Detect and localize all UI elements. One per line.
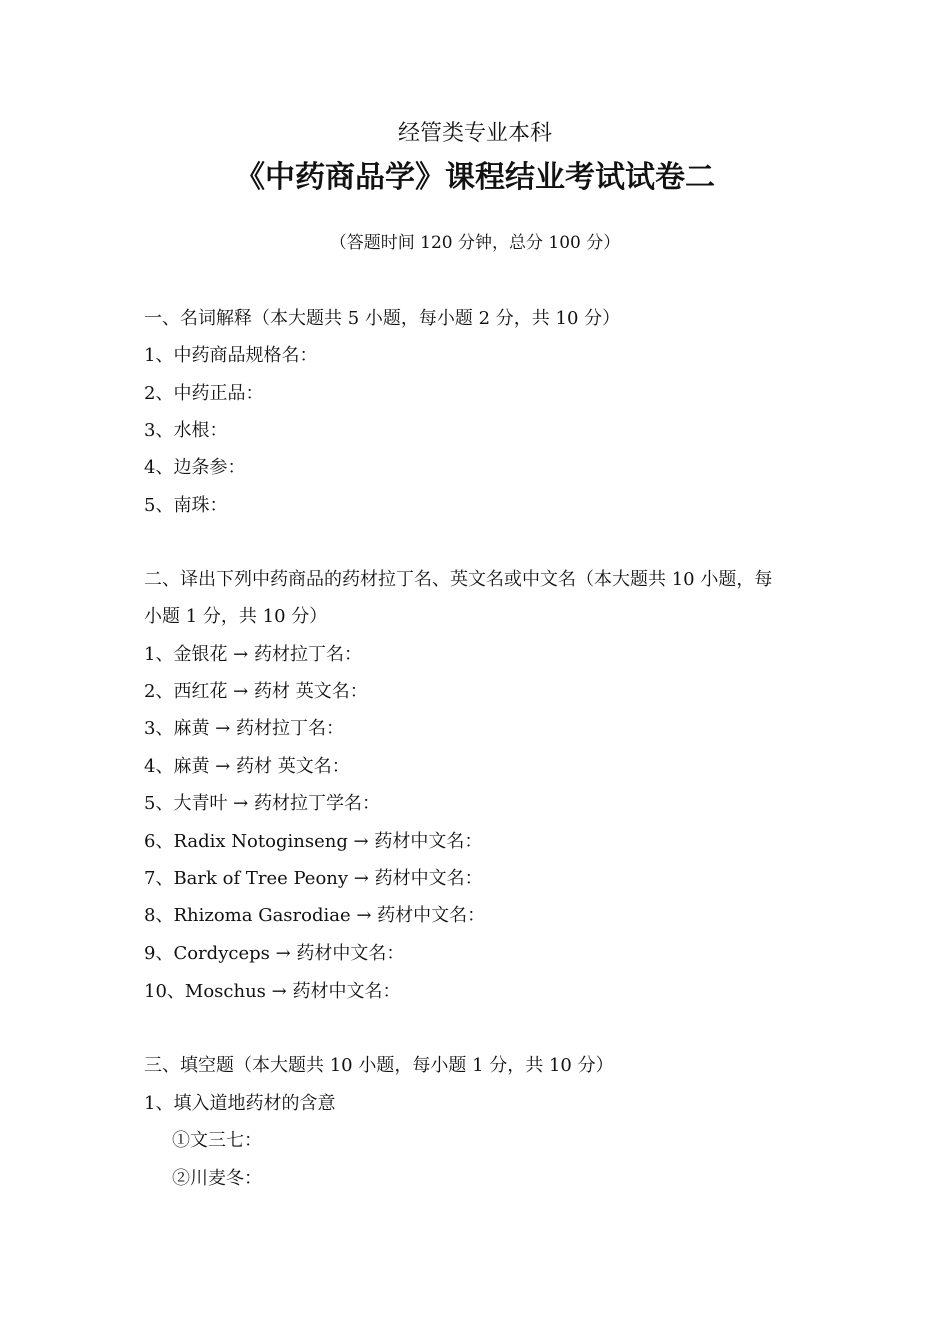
section1-heading: 一、名词解释（本大题共 5 小题，每小题 2 分，共 10 分） <box>144 308 621 329</box>
section1-item: 4、边条参： <box>144 457 246 478</box>
section2-item: 3、麻黄 → 药材拉丁名： <box>144 718 344 739</box>
section2-item: 1、金银花 → 药材拉丁名： <box>144 644 362 665</box>
section2-item: 4、麻黄 → 药材 英文名： <box>144 756 350 777</box>
section2-item: 7、Bark of Tree Peony → 药材中文名： <box>144 868 483 889</box>
section2-item: 2、西红花 → 药材 英文名： <box>144 681 368 702</box>
section1-item: 2、中药正品： <box>144 383 264 404</box>
section2-item: 5、大青叶 → 药材拉丁学名： <box>144 793 380 814</box>
section2-heading: 二、译出下列中药商品的药材拉丁名、英文名或中文名（本大题共 10 小题，每 <box>144 569 773 590</box>
section3-item: 1、填入道地药材的含意 <box>144 1093 336 1114</box>
section2-heading-cont: 小题 1 分，共 10 分） <box>144 606 328 627</box>
section3-subitem: ②川麦冬： <box>172 1168 262 1189</box>
section3-heading: 三、填空题（本大题共 10 小题，每小题 1 分，共 10 分） <box>144 1055 614 1076</box>
section2-item: 9、Cordyceps → 药材中文名： <box>144 943 405 964</box>
section1-item: 3、水根： <box>144 420 228 441</box>
exam-subtitle: 经管类专业本科 <box>397 121 552 146</box>
section2-item: 10、Moschus → 药材中文名： <box>144 981 401 1002</box>
section1-item: 5、南珠： <box>144 495 228 516</box>
exam-title: 《中药商品学》课程结业考试试卷二 <box>235 160 715 195</box>
section2-item: 6、Radix Notoginseng → 药材中文名： <box>144 831 483 852</box>
exam-time-note: （答题时间 120 分钟，总分 100 分） <box>329 233 621 253</box>
section1-item: 1、中药商品规格名： <box>144 345 318 366</box>
section3-subitem: ①文三七： <box>172 1130 262 1151</box>
section2-item: 8、Rhizoma Gasrodiae → 药材中文名： <box>144 905 486 926</box>
